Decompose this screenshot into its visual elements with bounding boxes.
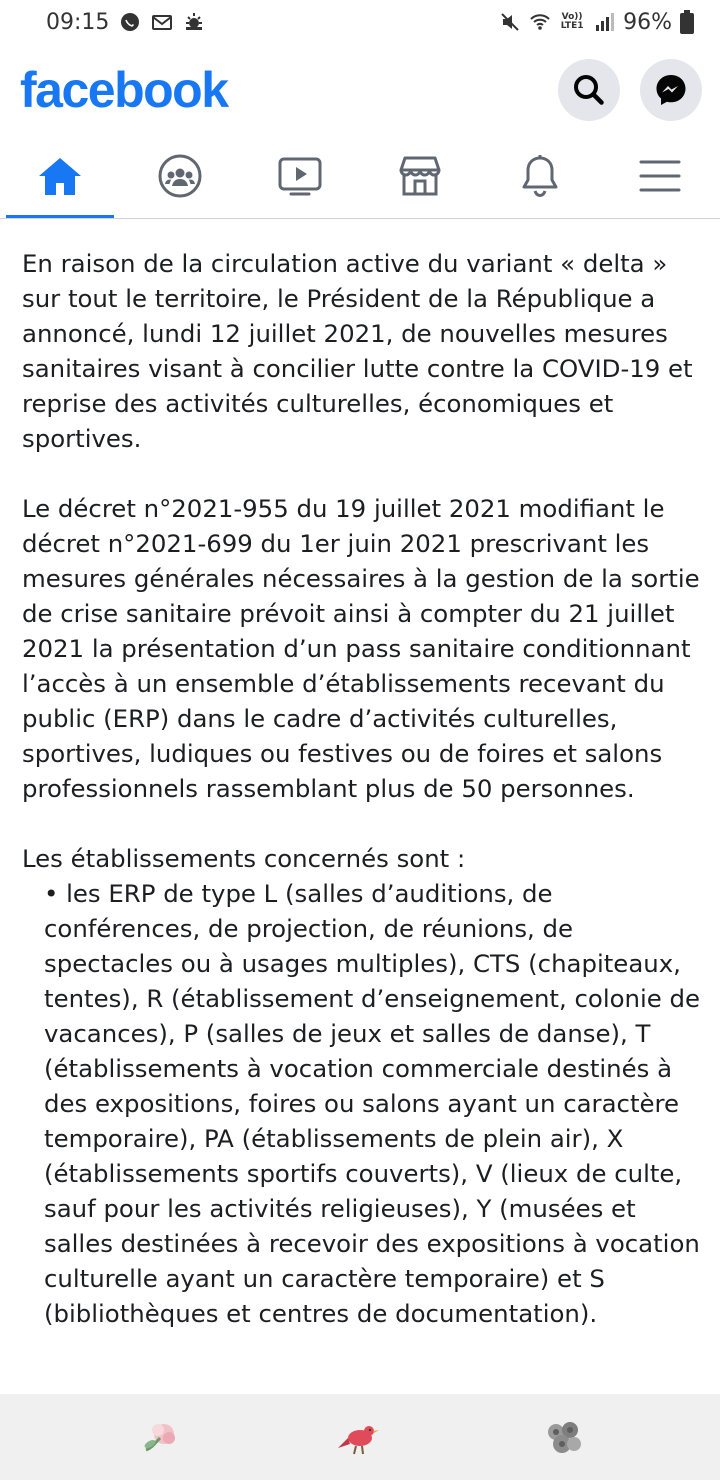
volte-icon: Vo)) LTE1 — [560, 12, 584, 31]
flower-sticker[interactable] — [138, 1414, 186, 1462]
app-header — [0, 48, 720, 132]
list-intro: Les établissements concernés sont : — [22, 844, 466, 873]
post-content — [22, 246, 704, 1331]
post-paragraph-2: Le décret n°2021-955 du 19 juillet 2021 modifiant le décret n°2021-699 du 1er juin 2021 prescrivant les mesures générales nécessaires à la gestion de la sortie de crise sanitaire prévoit ainsi à compter du 21 juillet 2021 la présentation d’un pass sanitaire conditionnant l’accès à un ensemble d’établissements recevant du public (ERP) dans le cadre d’activités culturelles, sportives, ludiques ou festives ou de foires et salons professionnels rassemblant plus de 50 personnes. — [22, 494, 700, 803]
messenger-button[interactable] — [640, 59, 702, 121]
signal-icon — [593, 11, 615, 33]
search-button[interactable] — [558, 59, 620, 121]
status-bar-left — [46, 10, 205, 35]
tab-bar — [0, 134, 720, 219]
establishment-list — [22, 841, 704, 1331]
whatsapp-icon — [119, 11, 141, 33]
watch-icon — [277, 155, 323, 197]
groups-icon — [157, 153, 203, 199]
notifications-icon — [519, 153, 561, 199]
battery-level: 96% — [623, 9, 672, 35]
tab-notifications[interactable] — [480, 134, 600, 218]
search-icon — [572, 73, 606, 107]
clock: 09:15 — [46, 9, 110, 35]
post-paragraph-1: En raison de la circulation active du variant « delta » sur tout le territoire, le Président de la République a annoncé, lundi 12 juillet 2021, de nouvelles mesures sanitaires visant à concilier lutte contre la COVID-19 et reprise des activités culturelles, économiques et sportives. — [22, 249, 693, 453]
home-icon — [37, 155, 83, 197]
header-actions — [558, 59, 702, 121]
messenger-icon — [653, 72, 689, 108]
tab-marketplace[interactable] — [360, 134, 480, 218]
marketplace-icon — [397, 154, 443, 198]
tab-watch[interactable] — [240, 134, 360, 218]
bird-sticker[interactable] — [336, 1414, 384, 1462]
facebook-logo[interactable]: facebook — [20, 62, 228, 118]
gmail-icon — [151, 11, 173, 33]
flower-cluster-sticker[interactable] — [540, 1414, 588, 1462]
list-item: • les ERP de type L (salles d’auditions, de conférences, de projection, de réunions, de spectacles ou à usages multiples), CTS (chapiteaux, tentes), R (établissement d’enseignement, colonie de vacances), P (salles de jeux et salles de danse), T (établissements à vocation commerciale destinés à des expositions, foires ou salons ayant un caractère temporaire), PA (établissements de plein air), X (établissements sportifs couverts), V (lieux de culte, sauf pour les activités religieuses), Y (musées et salles destinées à recevoir des expositions à vocation culturelle ayant un caractère temporaire) et S (bibliothèques et centres de documentation). — [44, 879, 700, 1328]
mute-icon — [499, 11, 521, 33]
menu-icon — [639, 158, 681, 194]
battery-icon — [680, 10, 694, 34]
status-bar — [0, 0, 720, 44]
weather-icon — [183, 11, 205, 33]
status-bar-right — [499, 10, 694, 35]
tab-home[interactable] — [0, 134, 120, 218]
wifi-icon — [529, 11, 551, 33]
tab-menu[interactable] — [600, 134, 720, 218]
tab-groups[interactable] — [120, 134, 240, 218]
sticker-strip — [0, 1394, 720, 1480]
